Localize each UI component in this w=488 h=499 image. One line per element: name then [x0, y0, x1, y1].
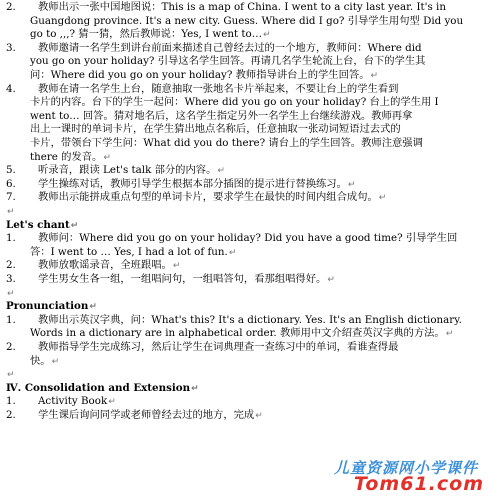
list-item-line-text: 教师邀请一名学生到讲台前面来描述自己曾经去过的一个地方，教师问：Where did — [38, 41, 422, 54]
list-item-line-text: 教师出示能拼成重点句型的单词卡片，要求学生在最快的时间内组合成句。 — [38, 191, 378, 204]
paragraph-mark-icon: ↵ — [370, 71, 379, 81]
paragraph-mark-icon: ↵ — [70, 220, 79, 231]
list-item-number: 1. — [6, 395, 16, 408]
list-item-line — [38, 191, 386, 206]
paragraph-mark-icon: ↵ — [7, 288, 15, 299]
list-item-line — [30, 151, 111, 166]
list-item-line-text: 问：Where did you go on your holiday? 教师指导讲台上的学生回答。 — [30, 69, 370, 81]
blank-paragraph-line — [6, 368, 15, 383]
list-item-line — [30, 137, 423, 151]
paragraph-mark-icon: ↵ — [89, 302, 97, 313]
list-item-line-text: 教师放歌谣录音，全班跟唱。 — [38, 259, 172, 272]
list-item-line-text: 教师出示英汉字典，问：What's this? It's a dictionary. Yes. It's an English dictionary. — [38, 313, 462, 326]
list-item-number: 3. — [6, 41, 16, 54]
list-item-number: 6. — [6, 177, 16, 190]
list-item-line-text: 卡片的内容。台下的学生一起问：Where did you go on your holiday? 台上的学生用 I — [30, 96, 439, 109]
list-item-line — [30, 55, 425, 69]
list-item-line — [38, 164, 225, 179]
site-watermark-logo — [278, 459, 486, 498]
list-item-line-text: 教师指导学生完成练习，然后让学生在词典理查一查练习中的单词，看谁查得最 — [38, 341, 399, 353]
list-item-number: 3. — [6, 273, 16, 285]
section-heading-consolidation — [6, 382, 199, 397]
list-item-line-text: you go on your holiday? 引导这名学生回答。再请几名学生轮流上台，台下的学生其 — [30, 55, 426, 68]
list-item-number: 7. — [6, 191, 16, 204]
list-item-number: 2. — [6, 409, 16, 421]
list-item-line — [30, 327, 453, 342]
paragraph-mark-icon: ↵ — [327, 275, 335, 285]
list-item-line-text: there 的发音。 — [30, 150, 103, 163]
list-item-line-text: 学生男女生各一组，一组唱问句，一组唱答句，看那组唱得好。 — [38, 273, 327, 285]
list-item-line-text: Activity Book — [38, 395, 108, 408]
list-item-number: 2. — [6, 259, 16, 272]
list-item-line — [30, 15, 463, 29]
watermark-site-name: Tom61.com — [353, 473, 484, 495]
list-item-line — [38, 314, 462, 328]
list-item-line — [30, 96, 439, 110]
paragraph-mark-icon: ↵ — [228, 247, 237, 258]
list-item-number: 5. — [6, 164, 16, 177]
list-item-line-text: 出上一课时的单词卡片，在学生猜出地点名称后，任意抽取一张动词短语过去式的 — [30, 123, 401, 136]
list-item-line-text: 教师问：Where did you go on your holiday? Did you have a good time? 引导学生回 — [38, 232, 458, 245]
list-item-number: 1. — [6, 313, 16, 326]
list-item-line-text: Guangdong province. It's a new city. Guess. Where did I go? 引导学生用句型 Did you — [30, 14, 464, 27]
list-item-line-text: 快。 — [30, 354, 51, 367]
section-heading-lets-chant — [6, 219, 78, 234]
paragraph-mark-icon: ↵ — [103, 152, 111, 163]
paragraph-mark-icon: ↵ — [7, 207, 15, 217]
paragraph-mark-icon: ↵ — [51, 356, 60, 367]
paragraph-mark-icon: ↵ — [347, 179, 356, 190]
paragraph-mark-icon: ↵ — [108, 397, 116, 408]
blank-paragraph-line — [6, 205, 15, 220]
paragraph-mark-icon: ↵ — [445, 329, 454, 340]
list-item-line — [38, 42, 422, 56]
list-item-line-text: 卡片，带领台下学生问：What did you do there? 请台上的学生回答。教师注意强调 — [30, 137, 423, 149]
list-item-number: 2. — [6, 1, 16, 13]
list-item-line — [38, 1, 446, 15]
section-heading-consolidation-text: Ⅳ. Consolidation and Extension — [6, 381, 191, 394]
list-item-line-text: 教师出示一张中国地图说：This is a map of China. I went to a city last year. It's in — [38, 1, 446, 13]
list-item-number: 4. — [6, 82, 16, 95]
list-item-line — [38, 259, 180, 274]
paragraph-mark-icon: ↵ — [7, 370, 15, 381]
list-item-line — [30, 69, 378, 84]
paragraph-mark-icon: ↵ — [191, 383, 199, 394]
list-item-line-text: went to… 回答。猜对地名后，这名学生指定另外一名学生上台继续游戏。教师再拿 — [30, 109, 413, 122]
list-item-line-text: 答：I went to … Yes, I had a lot of fun. — [30, 245, 228, 258]
section-heading-pronunciation-text: Pronunciation — [6, 300, 89, 313]
paragraph-mark-icon: ↵ — [263, 30, 271, 41]
paragraph-mark-icon: ↵ — [255, 411, 263, 421]
list-item-line — [38, 83, 398, 97]
list-item-line-text: 学生操练对话，教师引导学生根据本部分插图的提示进行替换练习。 — [38, 177, 347, 190]
list-item-number: 1. — [6, 232, 16, 245]
blank-paragraph-line — [6, 287, 15, 302]
paragraph-mark-icon: ↵ — [378, 193, 387, 204]
watermark-chinese-text: 儿童资源网小学课件 — [333, 459, 478, 477]
list-item-line — [38, 273, 335, 288]
paragraph-mark-icon: ↵ — [217, 166, 225, 177]
list-item-line — [30, 110, 412, 124]
list-item-line — [38, 409, 263, 424]
list-item-line-text: 听录音，跟读 Let's talk 部分的内容。 — [38, 164, 217, 177]
list-item-line-text: 教师在请一名学生上台，随意抽取一张地名卡片举起来，不要让台上的学生看到 — [38, 82, 399, 95]
list-item-line — [38, 232, 457, 246]
section-heading-pronunciation — [6, 300, 97, 315]
list-item-line — [30, 355, 59, 370]
list-item-line — [30, 28, 271, 43]
list-item-line — [30, 123, 401, 137]
list-item-line — [38, 395, 116, 410]
section-heading-lets-chant-text: Let's chant — [6, 218, 70, 231]
list-item-line-text: go to ,,,? 猜一猜，然后教师说：Yes, I went to… — [30, 28, 263, 41]
list-item-number: 2. — [6, 341, 16, 353]
list-item-line-text: 学生课后询问同学或老师曾经去过的地方，完成 — [38, 409, 255, 421]
paragraph-mark-icon: ↵ — [172, 261, 181, 272]
list-item-line-text: Words in a dictionary are in alphabetical order. 教师用中文介绍查英汉字典的方法。 — [30, 327, 445, 340]
list-item-line — [38, 341, 398, 355]
